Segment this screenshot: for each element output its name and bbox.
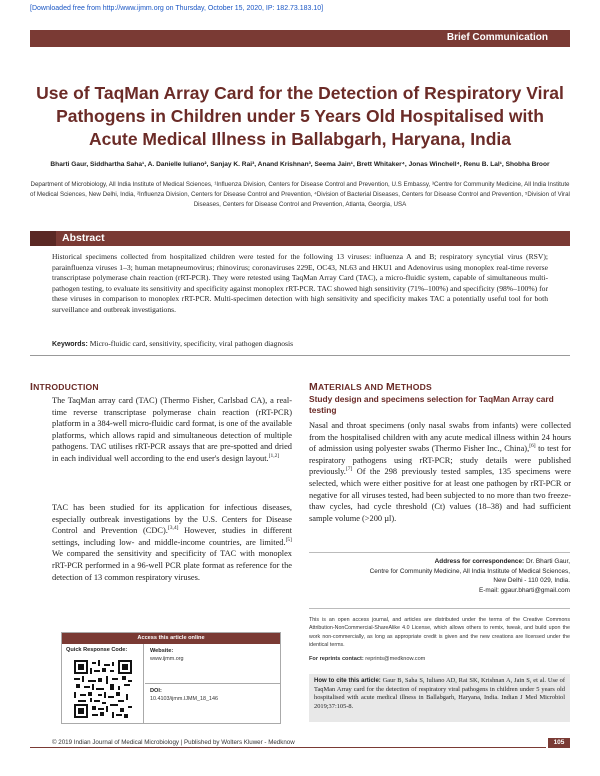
open-access-notice: This is an open access journal, and articles are distributed under the terms of the Creative Commons Attribution-NonCommercial-ShareAlike 4.0 License, which allows others to remix, tweak, and build upon the work non-commercially, as long as appropriate credit is given and the new creations are licensed under the identical terms. (309, 617, 570, 649)
access-article-box (61, 632, 281, 724)
access-box-header: Access this article online (62, 633, 280, 644)
intro-p2-ref2: [5] (285, 536, 292, 543)
correspondence-line-1: Centre for Community Medicine, All India Institute of Medical Sciences, (369, 567, 570, 575)
category-banner (30, 30, 570, 47)
qr-code-icon[interactable] (74, 660, 132, 718)
website-link[interactable]: www.ijmm.org (150, 656, 184, 662)
methods-p1b-text: to test for respiratory pathogens using rRT-PCR; study details were published previously. (309, 444, 571, 477)
doi-block (145, 684, 280, 724)
correspondence-address (309, 557, 570, 595)
doi-link[interactable]: 10.4103/ijmm.IJMM_18_146 (150, 696, 219, 702)
keywords (52, 339, 548, 350)
correspondence-line-2: New Delhi - 110 029, India. (493, 577, 570, 585)
methods-p1-ref2: [7] (345, 466, 353, 473)
website-label: Website: (150, 648, 174, 654)
methods-heading-part-1: ATERIALS AND (317, 382, 386, 392)
intro-p1-ref: [1,2] (268, 453, 280, 460)
methods-subheading: Study design and specimens selection for TaqMan Array card testing (309, 394, 554, 415)
methods-heading-part-2: ETHODS (394, 382, 432, 392)
correspondence-divider (309, 552, 570, 553)
abstract-header (30, 231, 570, 246)
category-label: Brief Communication (446, 32, 548, 43)
citation-label: How to cite this article: (314, 678, 381, 684)
article-title: Use of TaqMan Array Card for the Detection of Respiratory Viral Pathogens in Children under 5 Years Old Hospitalised with Acute Medical Illness in Ballabgarh, Haryana, India (36, 83, 564, 149)
divider (30, 355, 570, 356)
doi-label: DOI: (150, 688, 162, 694)
methods-p1c-text: Of the 298 previously tested samples, 135 specimens were selected, which were either positive for at least one pathogen by rRT-PCR or negative for all viruses tested, had been subjected to no more than two freeze-thaw cycles, had cycle threshold (Ct) values (18–38) and had sufficient sample volume (>200 µl). (309, 467, 571, 523)
methods-heading-initial-1: M (309, 381, 318, 393)
download-note: [Downloaded free from http://www.ijmm.org on Thursday, October 15, 2020, IP: 182.73.183.10] (30, 5, 324, 12)
footer-text: © 2019 Indian Journal of Medical Microbiology | Published by Wolters Kluwer - Medknow (52, 739, 295, 746)
open-access-divider (309, 608, 570, 609)
qr-label: Quick Response Code: (66, 647, 128, 653)
abstract-header-corner (30, 231, 56, 246)
page-number: 105 (548, 738, 570, 748)
author-list: Bharti Gaur, Siddhartha Saha¹, A. Danielle Iuliano², Sanjay K. Rai³, Anand Krishnan³, Seema Jain¹, Brett Whitaker⁴, Jonas Winchell⁴, Renu B. Lal¹, Shobha Broor (50, 161, 550, 168)
methods-paragraph-1 (309, 420, 571, 524)
methods-heading (309, 381, 432, 393)
intro-p2-ref1: [3,4] (167, 525, 179, 532)
intro-heading (30, 381, 99, 393)
abstract-heading: Abstract (62, 232, 105, 244)
intro-paragraph-1 (52, 395, 292, 465)
citation-box (309, 674, 570, 722)
qr-panel (62, 644, 144, 723)
methods-p1-ref1: [6] (529, 443, 536, 450)
keywords-text: Micro-fluidic card, sensitivity, specificity, viral pathogen diagnosis (89, 339, 294, 348)
reprints-label: For reprints contact: (309, 656, 364, 662)
intro-p2a-text: TAC has been studied for its application for infectious diseases, especially outbreak investigations by the U.S. Centers for Disease Control and Prevention (CDC). (52, 503, 292, 536)
intro-paragraph-2 (52, 502, 292, 583)
correspondence-label: Address for correspondence: (434, 558, 525, 565)
affiliations: Department of Microbiology, All India Institute of Medical Sciences, ¹Influenza Division, Centers for Disease Control and Prevention, U.S Embassy, ³Centre for Community Medicine, All India Institute of Medical Sciences, New Delhi, India, ²Influenza Division, Centers for Disease Control and Prevention, ⁴Division of Bacterial Diseases, Centers for Disease Control and Prevention, ⁵Division of Viral Diseases, Centers for Disease Control and Prevention, Atlanta, Georgia, USA (30, 181, 570, 208)
correspondence-email: E-mail: ggaur.bharti@gmail.com (478, 586, 570, 594)
abstract-body: Historical specimens collected from hospitalized children were tested for the following 13 viruses: influenza A and B; respiratory syncytial virus (RSV); parainfluenza viruses 1–3; human metapneumovirus; rhinovirus; coronaviruses 229E, OC43, NL63 and HKU1 and Adenovirus using monoplex real-time reverse transcriptase polymerase chain reaction (rRT-PCR). They were retested using TaqMan Array Card (TAC), a micro-fluidic system, capable of simultaneous multi-pathogen testing, to evaluate its sensitivity and specificity against monoplex rRT-PCR. TAC showed high sensitivity (71%–100%) and specificity (98%–100%) for these viruses in comparison to monoplex rRT-PCR. Multi-specimen detection with high sensitivity and specificity makes TAC a potentially useful tool for both surveillance and outbreak investigations. (52, 252, 548, 314)
intro-heading-initial: I (30, 381, 34, 393)
intro-p1-text: The TaqMan array card (TAC) (Thermo Fisher, Carlsbad CA), a real-time reverse transcriptase polymerase chain reaction (rRT-PCR) platform in a 384-well micro-fluidic card format, is one of the available platforms, which allows rapid and simultaneous detection of multiple pathogens. TAC utilises rRT-PCR assays that are pre-spotted and dried in each individual well according to the end user's design layout. (52, 396, 292, 463)
page-footer (30, 738, 570, 748)
intro-p2c-text: We compared the sensitivity and specificity of TAC with monoplex rRT-PCR performed in a 96-well PCR plate format as reference for the detection of 13 common respiratory viruses. (52, 549, 292, 582)
correspondence-name: Dr. Bharti Gaur, (524, 558, 570, 565)
reprints-email: reprints@medknow.com (363, 656, 426, 662)
methods-heading-initial-2: M (385, 381, 395, 393)
keywords-label: Keywords: (52, 341, 88, 348)
footer-rule (30, 747, 546, 748)
citation-text: Gaur B, Saha S, Iuliano AD, Rai SK, Krishnan A, Jain S, et al. Use of TaqMan Array card for the detection of respiratory viral pathogens in children under 5 years old hospitalised with acute medical illness in Ballabgarh, Haryana, India. Indian J Med Microbiol 2019;37:105-8. (314, 677, 565, 710)
access-info-panel (145, 644, 280, 723)
intro-heading-rest: NTRODUCTION (33, 382, 99, 392)
methods-p1a-text: Nasal and throat specimens (only nasal swabs from infants) were collected from the hospitalised children with any acute medical illness within 24 hours of admission using polyester swabs (Thermo Fisher Inc., China), (309, 421, 571, 454)
website-block (145, 644, 280, 684)
intro-p2b-text: However, studies in different settings, including low- and middle-income countries, are limited. (52, 526, 292, 547)
reprints-contact (309, 656, 570, 662)
